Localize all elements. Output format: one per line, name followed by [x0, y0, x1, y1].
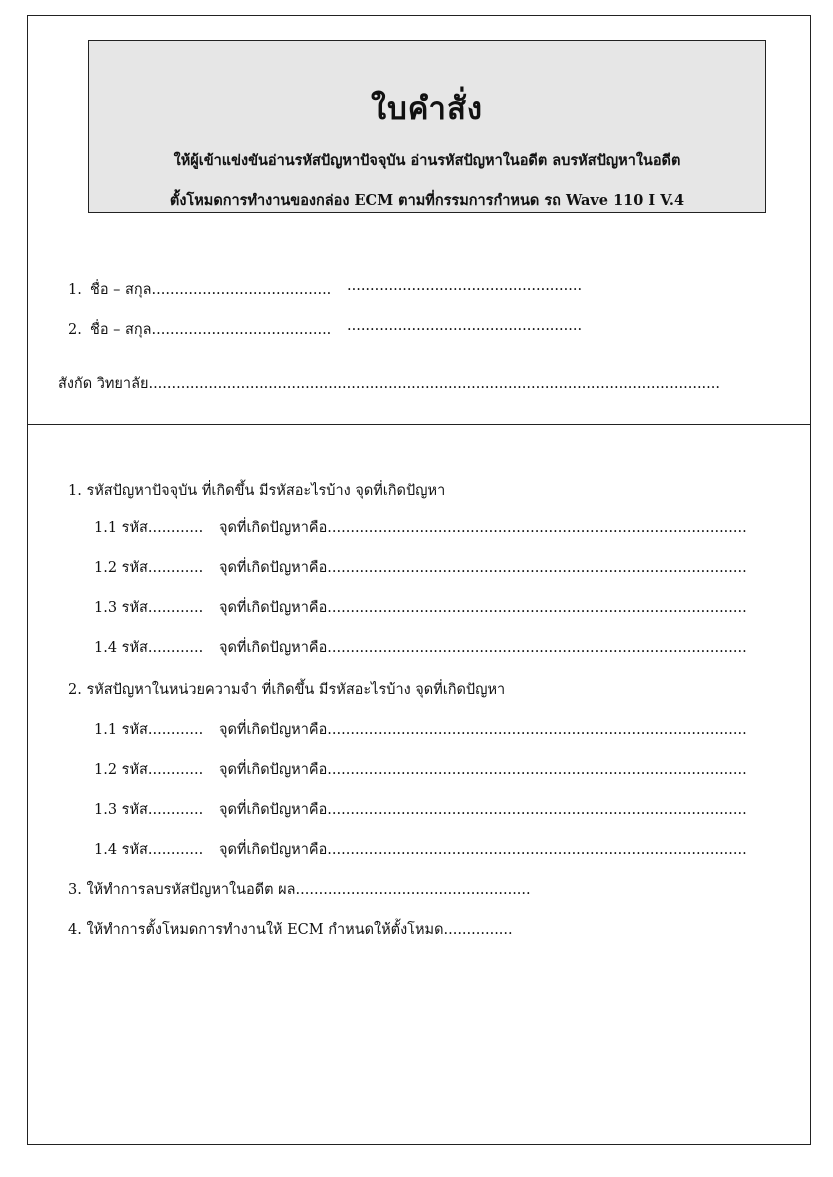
participant-2-field[interactable] — [68, 318, 583, 341]
participant-1-blank[interactable]: ................................................... — [347, 278, 583, 294]
code-field: 1.2 รหัส............ — [94, 560, 204, 576]
title-box — [88, 40, 766, 213]
code-field: 1.4 รหัส............ — [94, 640, 204, 656]
problem-point-field: จุดที่เกิดปัญหาคือ........................................................................................... — [219, 520, 747, 536]
participant-2-name-label: ชื่อ – สกุล....................................... — [90, 322, 332, 338]
instruction-line-2: ตั้งโหมดการทำงานของกล่อง ECM ตามที่กรรมการกำหนด รถ Wave 110 I V.4 — [169, 192, 685, 209]
code-field: 1.3 รหัส............ — [94, 600, 204, 616]
code-field: 1.1 รหัส............ — [94, 520, 204, 536]
problem-point-field: จุดที่เกิดปัญหาคือ........................................................................................... — [219, 722, 747, 738]
problem-point-field: จุดที่เกิดปัญหาคือ........................................................................................... — [219, 640, 747, 656]
instruction-line-1: ให้ผู้เข้าแข่งขันอ่านรหัสปัญหาปัจจุบัน อ่านรหัสปัญหาในอดีต ลบรหัสปัญหาในอดีต — [173, 152, 681, 169]
participant-1-name-label: ชื่อ – สกุล....................................... — [90, 282, 332, 298]
code-field: 1.1 รหัส............ — [94, 722, 204, 738]
affiliation-field[interactable]: สังกัด วิทยาลัย............................................................................................................................ — [58, 376, 720, 392]
question-1-item-2[interactable] — [94, 556, 747, 579]
participant-2-number: 2. — [68, 322, 82, 338]
code-field: 1.3 รหัส............ — [94, 802, 204, 818]
question-2-item-4[interactable] — [94, 838, 747, 861]
code-field: 1.4 รหัส............ — [94, 842, 204, 858]
question-1-heading: 1. รหัสปัญหาปัจจุบัน ที่เกิดขึ้น มีรหัสอะไรบ้าง จุดที่เกิดปัญหา — [68, 483, 446, 499]
question-3[interactable]: 3. ให้ทำการลบรหัสปัญหาในอดีต ผล................................................... — [68, 882, 531, 898]
problem-point-field: จุดที่เกิดปัญหาคือ........................................................................................... — [219, 600, 747, 616]
document-title: ใบคำสั่ง — [370, 91, 484, 127]
section-divider — [28, 424, 810, 425]
question-1-item-3[interactable] — [94, 596, 747, 619]
question-4[interactable]: 4. ให้ทำการตั้งโหมดการทำงานให้ ECM กำหนดให้ตั้งโหมด............... — [68, 922, 513, 938]
participant-1-field[interactable] — [68, 278, 583, 301]
document-frame — [27, 15, 811, 1145]
question-2-item-3[interactable] — [94, 798, 747, 821]
code-field: 1.2 รหัส............ — [94, 762, 204, 778]
problem-point-field: จุดที่เกิดปัญหาคือ........................................................................................... — [219, 842, 747, 858]
question-2-item-1[interactable] — [94, 718, 747, 741]
problem-point-field: จุดที่เกิดปัญหาคือ........................................................................................... — [219, 560, 747, 576]
problem-point-field: จุดที่เกิดปัญหาคือ........................................................................................... — [219, 762, 747, 778]
question-2-item-2[interactable] — [94, 758, 747, 781]
question-2-heading: 2. รหัสปัญหาในหน่วยความจำ ที่เกิดขึ้น มีรหัสอะไรบ้าง จุดที่เกิดปัญหา — [68, 682, 506, 698]
question-1-item-4[interactable] — [94, 636, 747, 659]
participant-1-number: 1. — [68, 282, 82, 298]
participant-2-blank[interactable]: ................................................... — [347, 318, 583, 334]
question-1-item-1[interactable] — [94, 516, 747, 539]
problem-point-field: จุดที่เกิดปัญหาคือ........................................................................................... — [219, 802, 747, 818]
